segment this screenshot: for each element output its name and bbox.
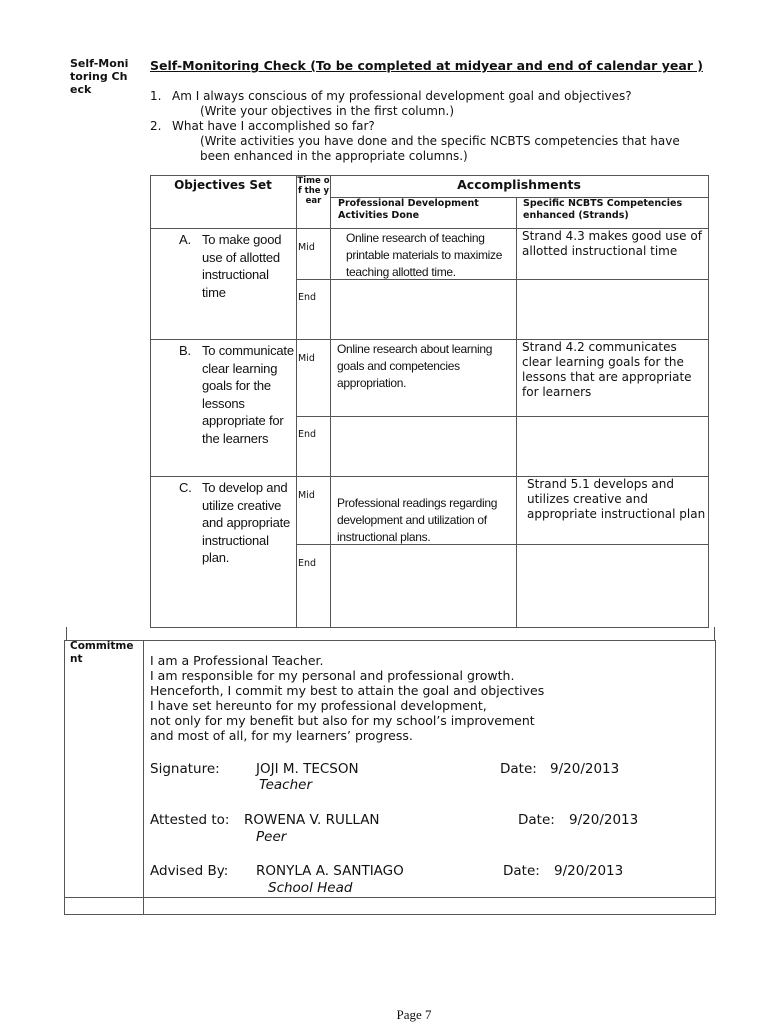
time-of-year-header: Time of the year	[297, 176, 330, 206]
row-a-end-label: End	[298, 292, 317, 303]
advised-date-label: Date:	[503, 863, 540, 879]
row-c-letter: C.	[179, 480, 192, 495]
row-b-end-label: End	[298, 429, 317, 440]
row-a-letter: A.	[179, 232, 191, 247]
row-c-mid-label: Mid	[298, 490, 315, 501]
advised-label: Advised By:	[150, 863, 229, 879]
row-a-mid-label: Mid	[298, 242, 315, 253]
question-2-note-line2: been enhanced in the appropriate columns.)	[200, 149, 468, 163]
question-2-number: 2.	[150, 119, 162, 133]
row-c-activity: Professional readings regarding development and utilization of instructional plans.	[337, 496, 498, 544]
row-a-activity: Online research of teaching printable materials to maximize teaching allotted time.	[346, 231, 503, 279]
signature-date: 9/20/2013	[550, 761, 620, 777]
row-c-end-label: End	[298, 558, 317, 569]
row-c-objective: To develop and utilize creative and appropriate instructional plan.	[202, 480, 291, 565]
question-2-note-line1: (Write activities you have done and the specific NCBTS competencies that have	[200, 134, 680, 148]
page-number: Page 7	[396, 1007, 432, 1022]
row-b-activity: Online research about learning goals and competencies appropriation.	[337, 342, 493, 390]
commitment-line-5: not only for my benefit but also for my school’s improvement	[150, 713, 535, 728]
row-a-competency: Strand 4.3 makes good use of allotted instructional time	[522, 229, 702, 258]
commitment-side-label: Commitment	[70, 640, 134, 665]
attested-role: Peer	[256, 829, 287, 845]
row-b-letter: B.	[179, 343, 191, 358]
commitment-line-2: I am responsible for my personal and professional growth.	[150, 668, 515, 683]
advised-date: 9/20/2013	[554, 863, 624, 879]
row-a-objective: To make good use of allotted instructional time	[202, 232, 282, 300]
signature-name: JOJI M. TECSON	[256, 761, 359, 777]
commitment-line-1: I am a Professional Teacher.	[150, 653, 324, 668]
question-1-text: Am I always conscious of my professional development goal and objectives?	[172, 89, 632, 103]
row-c-competency: Strand 5.1 develops and utilizes creative and appropriate instructional plan	[527, 477, 706, 521]
commitment-line-4: I have set hereunto for my professional development,	[150, 698, 487, 713]
row-b-objective: To communicate clear learning goals for the lessons appropriate for the learners	[202, 343, 294, 446]
attested-date-label: Date:	[518, 812, 555, 828]
accomplishments-header: Accomplishments	[457, 177, 581, 192]
advised-name: RONYLA A. SANTIAGO	[256, 863, 404, 879]
commitment-line-3: Henceforth, I commit my best to attain the goal and objectives	[150, 683, 545, 698]
attested-name: ROWENA V. RULLAN	[244, 812, 380, 828]
signature-role: Teacher	[259, 777, 312, 793]
question-2-text: What have I accomplished so far?	[172, 119, 375, 133]
section-heading: Self-Monitoring Check (To be completed at midyear and end of calendar year )	[150, 58, 703, 73]
objectives-set-header: Objectives Set	[174, 178, 272, 192]
competencies-header: Specific NCBTS Competencies enhanced (Strands)	[523, 198, 683, 221]
commitment-line-6: and most of all, for my learners’ progress.	[150, 728, 413, 743]
question-1-note: (Write your objectives in the first column.)	[200, 104, 455, 118]
attested-label: Attested to:	[150, 812, 230, 828]
row-b-mid-label: Mid	[298, 353, 315, 364]
signature-date-label: Date:	[500, 761, 537, 777]
self-monitoring-side-label: Self-Monitoring Check	[70, 57, 129, 96]
signature-label: Signature:	[150, 761, 220, 777]
activities-header: Professional Development Activities Done	[338, 198, 479, 221]
attested-date: 9/20/2013	[569, 812, 639, 828]
advised-role: School Head	[268, 880, 353, 896]
row-b-competency: Strand 4.2 communicates clear learning goals for the lessons that are appropriate for learners	[522, 340, 692, 399]
question-1-number: 1.	[150, 89, 162, 103]
